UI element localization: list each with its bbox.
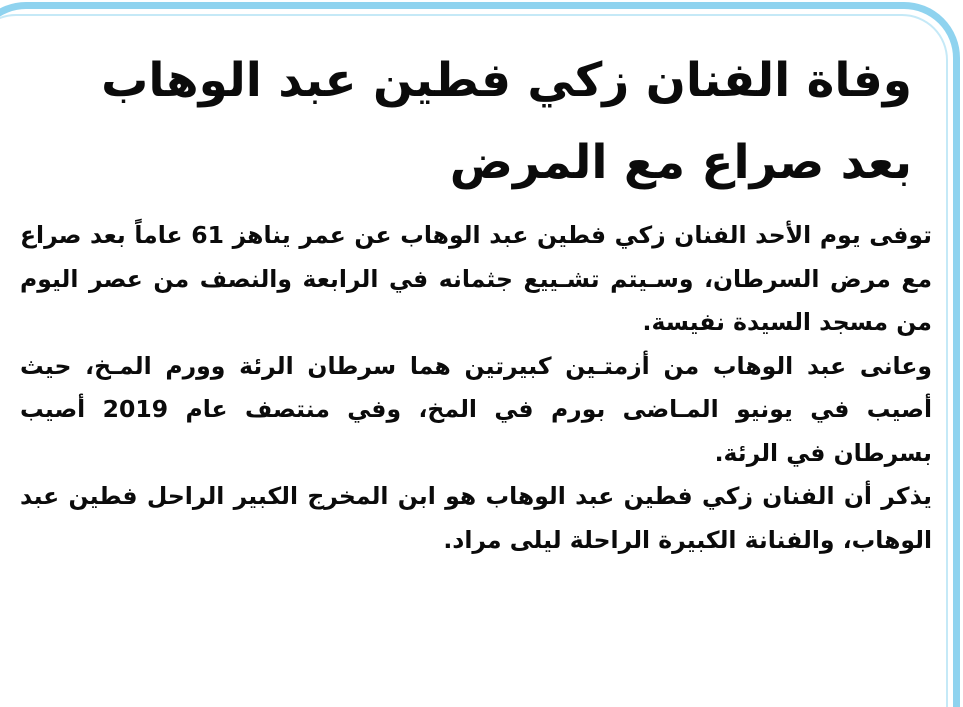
headline-line-1: وفاة الفنان زكي فطين عبد الوهاب: [101, 53, 912, 108]
headline-line-2: بعد صراع مع المرض: [449, 135, 912, 190]
article-body: [20, 214, 932, 562]
paragraph-2: وعانى عبد الوهاب من أزمتـين كبيرتين هما سرطان الرئة وورم المـخ، حيث أصيب في يونيو المـاضى بورم في المخ، وفي منتصف عام 2019 أصيب بسرطان في الرئة.: [20, 351, 933, 467]
paragraph-3: يذكر أن الفنان زكي فطين عبد الوهاب هو ابن المخرج الكبير الراحل فطين عبد الوهاب، والفنانة الكبيرة الراحلة ليلى مراد.: [20, 482, 932, 554]
article: [20, 40, 932, 562]
headline: [20, 40, 932, 204]
paragraph-1: توفى يوم الأحد الفنان زكي فطين عبد الوهاب عن عمر يناهز 61 عاماً بعد صراع مع مرض السرطان، وسـيتم تشـييع جثمانه في الرابعة والنصف من عصر اليوم من مسجد السيدة نفيسة.: [20, 221, 932, 336]
